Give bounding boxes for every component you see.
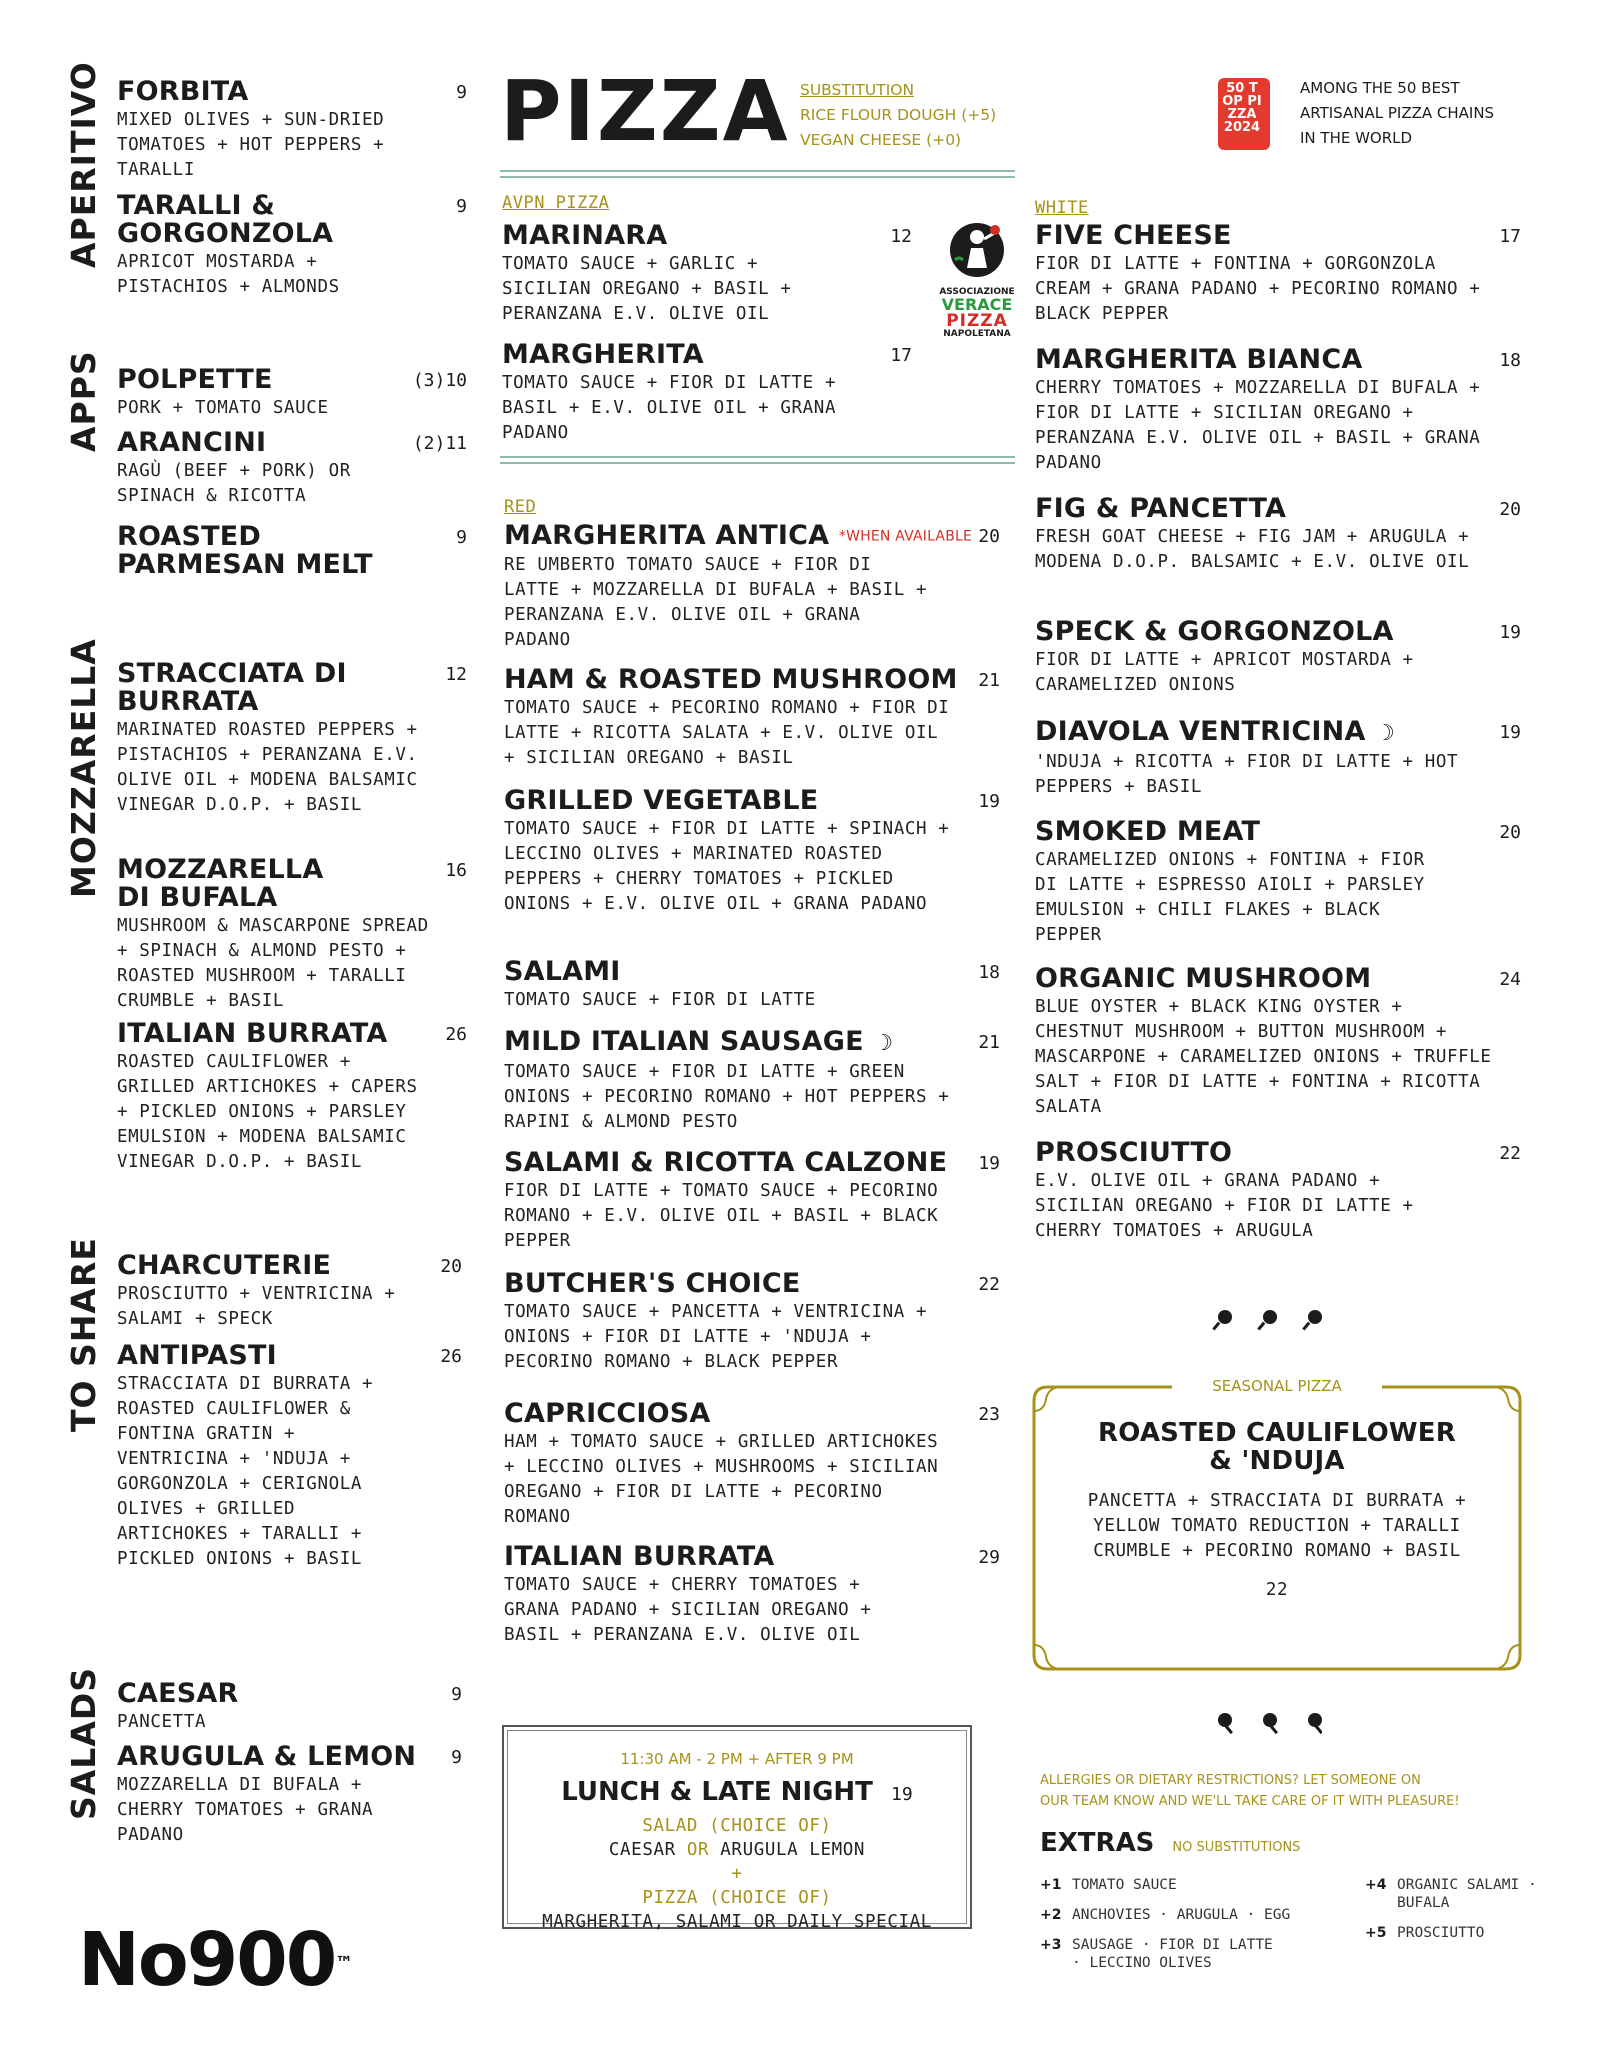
item-desc: MARINATED ROASTED PEPPERS + PISTACHIOS + PERANZANA E.V. OLIVE OIL + MODENA BALSAMIC VINEGAR D.O.P. + BASIL	[117, 720, 418, 815]
avpn-logo	[936, 220, 1018, 339]
pizza-peel-divider	[1212, 1710, 1322, 1741]
menu-item	[117, 192, 467, 300]
item-price: 17	[1499, 226, 1521, 247]
menu-item	[502, 222, 912, 327]
item-price: 24	[1499, 969, 1521, 990]
item-desc: FIOR DI LATTE + APRICOT MOSTARDA + CARAMELIZED ONIONS	[1035, 650, 1414, 695]
award-text-line: IN THE WORLD	[1300, 129, 1413, 147]
item-name: MOZZARELLA DI BUFALA	[117, 854, 324, 913]
lunch-pizza-options: MARGHERITA, SALAMI OR DAILY SPECIAL	[542, 1912, 932, 1932]
item-price: 29	[978, 1547, 1000, 1568]
item-price: 9	[451, 1684, 462, 1705]
menu-item	[117, 1252, 462, 1332]
item-price: 26	[445, 1024, 467, 1045]
item-price: 12	[890, 226, 912, 247]
item-name	[504, 522, 1000, 551]
menu-item	[117, 523, 467, 579]
extras-price: +1	[1040, 1877, 1062, 1893]
item-desc: TOMATO SAUCE + FIOR DI LATTE + SPINACH + LECCINO OLIVES + MARINATED ROASTED PEPPERS + CHERRY TOMATOES + PICKLED ONIONS + E.V. OLIVE OIL + GRANA PADANO	[504, 819, 950, 914]
seasonal-box	[1032, 1377, 1522, 1671]
section-mozzarella: MOZZARELLA	[64, 638, 103, 898]
menu-item	[117, 366, 467, 421]
item-price: 20	[1499, 822, 1521, 843]
item-desc: TOMATO SAUCE + GARLIC + SICILIAN OREGANO + BASIL + PERANZANA E.V. OLIVE OIL	[502, 254, 792, 324]
item-desc: TOMATO SAUCE + FIOR DI LATTE + GREEN ONIONS + PECORINO ROMANO + HOT PEPPERS + RAPINI & ALMOND PESTO	[504, 1062, 950, 1132]
menu-item	[504, 1149, 1000, 1254]
menu-item	[1035, 1139, 1521, 1244]
award-text-line: AMONG THE 50 BEST	[1300, 79, 1460, 97]
lunch-title-text: LUNCH & LATE NIGHT	[561, 1777, 873, 1807]
item-desc: MOZZARELLA DI BUFALA + CHERRY TOMATOES + GRANA PADANO	[117, 1775, 374, 1845]
seasonal-price: 22	[1265, 1580, 1289, 1600]
item-price: 20	[978, 526, 1000, 547]
lunch-time: 11:30 AM - 2 PM + AFTER 9 PM	[620, 1750, 854, 1768]
salad-option: CAESAR	[608, 1840, 676, 1860]
item-desc: FRESH GOAT CHEESE + FIG JAM + ARUGULA + MODENA D.O.P. BALSAMIC + E.V. OLIVE OIL	[1035, 527, 1470, 572]
item-desc: ROASTED CAULIFLOWER + GRILLED ARTICHOKES + CAPERS + PICKLED ONIONS + PARSLEY EMULSION + MODENA BALSAMIC VINEGAR D.O.P. + BASIL	[117, 1052, 418, 1172]
extras-row	[1040, 1906, 1340, 1924]
menu-item	[1035, 222, 1521, 327]
item-price: 18	[1499, 350, 1521, 371]
item-price: 19	[1499, 622, 1521, 643]
seasonal-name: & 'NDUJA	[1209, 1446, 1345, 1476]
item-price: 23	[978, 1404, 1000, 1425]
section-to-share: TO SHARE	[64, 1237, 103, 1432]
substitution-line: VEGAN CHEESE (+0)	[800, 131, 962, 149]
item-price: 20	[440, 1256, 462, 1277]
award-badge-text: 50 TOP PIZZA 2024	[1222, 81, 1262, 135]
allergy-note	[1040, 1770, 1460, 1812]
item-desc: RE UMBERTO TOMATO SAUCE + FIOR DI LATTE + MOZZARELLA DI BUFALA + BASIL + PERANZANA E.V. OLIVE OIL + GRANA PADANO	[504, 554, 928, 650]
item-price: 17	[890, 345, 912, 366]
extras-price: +5	[1365, 1925, 1387, 1941]
item-name: SPECK & GORGONZOLA	[1035, 616, 1394, 647]
item-price: 12	[445, 664, 467, 685]
extras-note: NO SUBSTITUTIONS	[1172, 1840, 1301, 1855]
extras-row	[1040, 1936, 1340, 1972]
menu-item	[1035, 818, 1521, 948]
item-desc: TOMATO SAUCE + FIOR DI LATTE + BASIL + E.V. OLIVE OIL + GRANA PADANO	[502, 373, 837, 443]
item-desc: 'NDUJA + RICOTTA + FIOR DI LATTE + HOT PEPPERS + BASIL	[1035, 752, 1459, 797]
item-desc: RAGÙ (BEEF + PORK) OR SPINACH & RICOTTA	[117, 461, 351, 506]
section-header-avpn: AVPN PIZZA	[502, 193, 610, 213]
item-desc: MIXED OLIVES + SUN-DRIED TOMATOES + HOT PEPPERS + TARALLI	[117, 110, 385, 180]
seasonal-name: ROASTED CAULIFLOWER	[1098, 1418, 1456, 1448]
avpn-logo-line: PIZZA	[946, 311, 1008, 331]
item-price: 9	[451, 1747, 462, 1768]
substitution-block	[800, 78, 996, 153]
item-name: ITALIAN BURRATA	[117, 1018, 388, 1049]
lunch-salad-label: SALAD (CHOICE OF)	[642, 1816, 832, 1836]
brand-logo	[78, 1917, 352, 2003]
item-name: ORGANIC MUSHROOM	[1035, 963, 1372, 994]
item-price: 18	[978, 962, 1000, 983]
item-price: 21	[978, 1032, 1000, 1053]
item-name: BUTCHER'S CHOICE	[504, 1268, 801, 1299]
item-desc: TOMATO SAUCE + FIOR DI LATTE	[504, 990, 816, 1010]
item-name: FIVE CHEESE	[1035, 220, 1232, 251]
menu-item	[504, 1028, 1000, 1135]
pizza-peel-icon	[1212, 1307, 1322, 1333]
item-price: (3)10	[412, 370, 467, 391]
or-label: OR	[686, 1840, 710, 1860]
page-title: PIZZA	[500, 62, 790, 160]
item-desc: PROSCIUTTO + VENTRICINA + SALAMI + SPECK	[117, 1284, 396, 1329]
seasonal-content	[1032, 1419, 1522, 1603]
menu-item	[1035, 965, 1521, 1120]
item-desc: APRICOT MOSTARDA + PISTACHIOS + ALMONDS	[117, 252, 340, 297]
seasonal-label: SEASONAL PIZZA	[1212, 1377, 1342, 1395]
item-price: (2)11	[412, 433, 467, 454]
item-name: HAM & ROASTED MUSHROOM	[504, 664, 958, 695]
extras-price: +4	[1365, 1877, 1387, 1893]
extras-title: EXTRAS	[1040, 1828, 1155, 1858]
menu-item	[117, 1020, 467, 1175]
item-desc: BLUE OYSTER + BLACK KING OYSTER + CHESTNUT MUSHROOM + BUTTON MUSHROOM + MASCARPONE + CARAMELIZED ONIONS + TRUFFLE SALT + FIOR DI LATTE + FONTINA + RICOTTA SALATA	[1035, 997, 1492, 1117]
item-price: 20	[1499, 499, 1521, 520]
lunch-plus: +	[731, 1864, 743, 1884]
pizzaiolo-icon	[949, 220, 1005, 282]
menu-item	[502, 341, 912, 446]
section-salads: SALADS	[64, 1666, 103, 1820]
item-desc: CARAMELIZED ONIONS + FONTINA + FIOR DI LATTE + ESPRESSO AIOLI + PARSLEY EMULSION + CHILI FLAKES + BLACK PEPPER	[1035, 850, 1425, 945]
item-name: FIG & PANCETTA	[1035, 493, 1287, 524]
item-name: SALAMI & RICOTTA CALZONE	[504, 1147, 948, 1178]
item-price: 9	[456, 82, 467, 103]
item-desc: MUSHROOM & MASCARPONE SPREAD + SPINACH & ALMOND PESTO + ROASTED MUSHROOM + TARALLI CRUMBLE + BASIL	[117, 916, 429, 1011]
pizza-peel-icon	[1212, 1710, 1322, 1736]
item-name: FORBITA	[117, 76, 249, 107]
item-price: 9	[456, 196, 467, 217]
lunch-pizza-label: PIZZA (CHOICE OF)	[642, 1888, 832, 1908]
divider	[500, 456, 1015, 464]
award-text-line: ARTISANAL PIZZA CHAINS	[1300, 104, 1495, 122]
allergy-line: OUR TEAM KNOW AND WE'LL TAKE CARE OF IT WITH PLEASURE!	[1040, 1794, 1460, 1809]
item-name: SMOKED MEAT	[1035, 816, 1261, 847]
menu-item	[1035, 346, 1521, 476]
item-name: CHARCUTERIE	[117, 1250, 332, 1281]
menu-item	[1035, 495, 1521, 575]
avpn-logo-line: NAPOLETANA	[943, 329, 1011, 339]
award-badge	[1218, 78, 1270, 150]
spicy-icon: ☽	[1375, 721, 1396, 746]
extras-items: ORGANIC SALAMI · BUFALA	[1397, 1877, 1537, 1911]
menu-item	[117, 1342, 462, 1572]
menu-item	[504, 666, 1000, 771]
section-header-white: WHITE	[1035, 198, 1089, 218]
item-price: 21	[978, 670, 1000, 691]
item-desc: TOMATO SAUCE + CHERRY TOMATOES + GRANA PADANO + SICILIAN OREGANO + BASIL + PERANZANA E.V. OLIVE OIL	[504, 1575, 872, 1645]
menu-item	[117, 1680, 462, 1735]
menu-item	[117, 660, 467, 818]
item-price: 19	[978, 1153, 1000, 1174]
item-price: 16	[445, 860, 467, 881]
item-price: 19	[978, 791, 1000, 812]
extras-row	[1365, 1924, 1545, 1942]
menu-item	[504, 958, 1000, 1013]
menu-item	[117, 856, 467, 1014]
item-price: 26	[440, 1346, 462, 1367]
item-name-text: MARGHERITA ANTICA	[504, 520, 830, 551]
brand-logo-text: No900	[78, 1917, 336, 2003]
extras-items: SAUSAGE · FIOR DI LATTE · LECCINO OLIVES	[1072, 1937, 1273, 1971]
extras-row	[1040, 1876, 1340, 1894]
item-name: TARALLI & GORGONZOLA	[117, 190, 334, 249]
extras-items: ANCHOVIES · ARUGULA · EGG	[1072, 1907, 1291, 1923]
extras-price: +3	[1040, 1937, 1062, 1953]
menu-item	[1035, 718, 1521, 800]
item-desc: TOMATO SAUCE + PECORINO ROMANO + FIOR DI LATTE + RICOTTA SALATA + E.V. OLIVE OIL + SICILIAN OREGANO + BASIL	[504, 698, 950, 768]
item-price: 9	[456, 527, 467, 548]
item-desc: FIOR DI LATTE + FONTINA + GORGONZOLA CREAM + GRANA PADANO + PECORINO ROMANO + BLACK PEPPER	[1035, 254, 1481, 324]
menu-item	[504, 1400, 1000, 1530]
item-name: STRACCIATA DI BURRATA	[117, 658, 347, 717]
item-price: 22	[1499, 1143, 1521, 1164]
item-name: ROASTED PARMESAN MELT	[117, 521, 373, 580]
item-name: CAPRICCIOSA	[504, 1398, 711, 1429]
seasonal-desc: PANCETTA + STRACCIATA DI BURRATA + YELLOW TOMATO REDUCTION + TARALLI CRUMBLE + PECORINO ROMANO + BASIL	[1087, 1491, 1467, 1561]
item-name	[1035, 718, 1521, 748]
award-text	[1300, 76, 1494, 151]
item-desc: TOMATO SAUCE + PANCETTA + VENTRICINA + ONIONS + FIOR DI LATTE + 'NDUJA + PECORINO ROMANO + BLACK PEPPER	[504, 1302, 928, 1372]
extras-row	[1365, 1876, 1545, 1912]
salad-option: ARUGULA LEMON	[720, 1840, 866, 1860]
allergy-line: ALLERGIES OR DIETARY RESTRICTIONS? LET SOMEONE ON	[1040, 1773, 1421, 1788]
item-desc: PORK + TOMATO SAUCE	[117, 398, 329, 418]
availability-note: *WHEN AVAILABLE	[838, 528, 973, 545]
menu-item	[504, 522, 1000, 653]
item-name: MARINARA	[502, 220, 668, 251]
avpn-logo-line: VERACE	[941, 295, 1013, 314]
item-desc: STRACCIATA DI BURRATA + ROASTED CAULIFLOWER & FONTINA GRATIN + VENTRICINA + 'NDUJA + GORGONZOLA + CERIGNOLA OLIVES + GRILLED ARTICHOKES + TARALLI + PICKLED ONIONS + BASIL	[117, 1374, 374, 1569]
pizza-peel-divider	[1212, 1307, 1322, 1338]
lunch-title	[508, 1777, 966, 1810]
section-header-red: RED	[504, 497, 537, 517]
menu-item	[504, 1543, 1000, 1648]
item-name: POLPETTE	[117, 364, 273, 395]
extras-items: TOMATO SAUCE	[1072, 1877, 1177, 1893]
item-desc: E.V. OLIVE OIL + GRANA PADANO + SICILIAN OREGANO + FIOR DI LATTE + CHERRY TOMATOES + ARUGULA	[1035, 1171, 1414, 1241]
menu-item	[504, 787, 1000, 917]
divider	[500, 170, 1015, 178]
item-name-text: DIAVOLA VENTRICINA	[1035, 716, 1366, 747]
substitution-title: SUBSTITUTION	[800, 81, 915, 99]
item-name: PROSCIUTTO	[1035, 1137, 1233, 1168]
item-name: GRILLED VEGETABLE	[504, 785, 819, 816]
section-aperitivo: APERITIVO	[64, 61, 103, 268]
item-name: MARGHERITA	[502, 339, 704, 370]
item-name	[504, 1028, 1000, 1058]
item-name: SALAMI	[504, 956, 621, 987]
lunch-price: 19	[891, 1784, 913, 1805]
menu-item	[117, 78, 467, 183]
item-name: CAESAR	[117, 1678, 239, 1709]
item-name: ARUGULA & LEMON	[117, 1741, 417, 1772]
item-desc: CHERRY TOMATOES + MOZZARELLA DI BUFALA + FIOR DI LATTE + SICILIAN OREGANO + PERANZANA E.V. OLIVE OIL + BASIL + GRANA PADANO	[1035, 378, 1481, 473]
lunch-box	[502, 1725, 972, 1932]
menu-item	[504, 1270, 1000, 1375]
extras-price: +2	[1040, 1907, 1062, 1923]
menu-item	[117, 429, 467, 509]
trademark: ™	[335, 1953, 352, 1974]
extras-items: PROSCIUTTO	[1397, 1925, 1485, 1941]
lunch-salad-options	[508, 1838, 966, 1862]
menu-item	[117, 1743, 462, 1848]
spicy-icon: ☽	[873, 1031, 894, 1056]
item-name: MARGHERITA BIANCA	[1035, 344, 1363, 375]
menu-item	[1035, 618, 1521, 698]
item-price: 22	[978, 1274, 1000, 1295]
item-name: ITALIAN BURRATA	[504, 1541, 775, 1572]
item-desc: HAM + TOMATO SAUCE + GRILLED ARTICHOKES + LECCINO OLIVES + MUSHROOMS + SICILIAN OREGANO + FIOR DI LATTE + PECORINO ROMANO	[504, 1432, 939, 1527]
extras-header	[1040, 1828, 1300, 1858]
item-name-text: MILD ITALIAN SAUSAGE	[504, 1026, 864, 1057]
item-name: ANTIPASTI	[117, 1340, 277, 1371]
substitution-line: RICE FLOUR DOUGH (+5)	[800, 106, 997, 124]
section-apps: APPS	[64, 350, 103, 452]
item-price: 19	[1499, 722, 1521, 743]
item-desc: FIOR DI LATTE + TOMATO SAUCE + PECORINO ROMANO + E.V. OLIVE OIL + BASIL + BLACK PEPPER	[504, 1181, 939, 1251]
item-desc: PANCETTA	[117, 1712, 207, 1732]
item-name: ARANCINI	[117, 427, 267, 458]
avpn-logo-line: ASSOCIAZIONE	[939, 287, 1015, 297]
